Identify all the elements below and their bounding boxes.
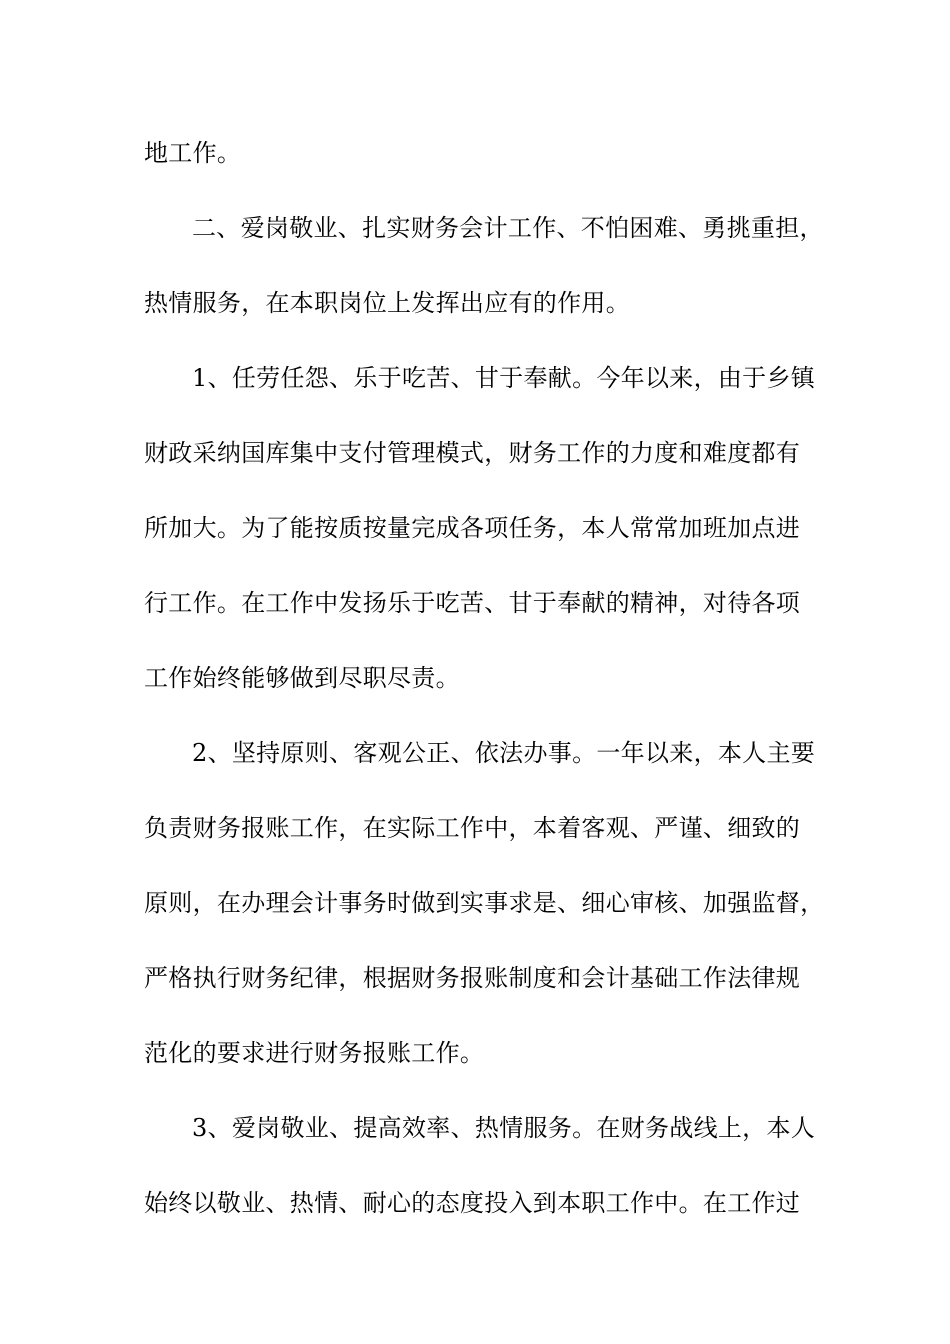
text-line: 行工作。在工作中发扬乐于吃苦、甘于奉献的精神，对待各项	[144, 589, 801, 617]
text-line: 财政采纳国库集中支付管理模式，财务工作的力度和难度都有	[144, 439, 801, 467]
text-line: 始终以敬业、热情、耐心的态度投入到本职工作中。在工作过	[144, 1189, 801, 1217]
paragraph-first-line: 3、爱岗敬业、提高效率、热情服务。在财务战线上，本人	[192, 1114, 816, 1142]
paragraph-first-line: 2、坚持原则、客观公正、依法办事。一年以来，本人主要	[192, 739, 816, 767]
text-line: 所加大。为了能按质按量完成各项任务，本人常常加班加点进	[144, 514, 801, 542]
paragraph-first-line: 1、任劳任怨、乐于吃苦、甘于奉献。今年以来，由于乡镇	[192, 364, 816, 392]
text-line: 工作始终能够做到尽职尽责。	[144, 664, 460, 692]
paragraph-first-line: 二、爱岗敬业、扎实财务会计工作、不怕困难、勇挑重担，	[192, 214, 824, 242]
text-line: 严格执行财务纪律，根据财务报账制度和会计基础工作法律规	[144, 964, 801, 992]
text-line: 范化的要求进行财务报账工作。	[144, 1039, 485, 1067]
text-line: 原则，在办理会计事务时做到实事求是、细心审核、加强监督，	[144, 889, 825, 917]
text-line: 地工作。	[144, 139, 242, 167]
text-line: 负责财务报账工作，在实际工作中，本着客观、严谨、细致的	[144, 814, 801, 842]
text-line: 热情服务，在本职岗位上发挥出应有的作用。	[144, 289, 630, 317]
document-body	[144, 128, 825, 1253]
